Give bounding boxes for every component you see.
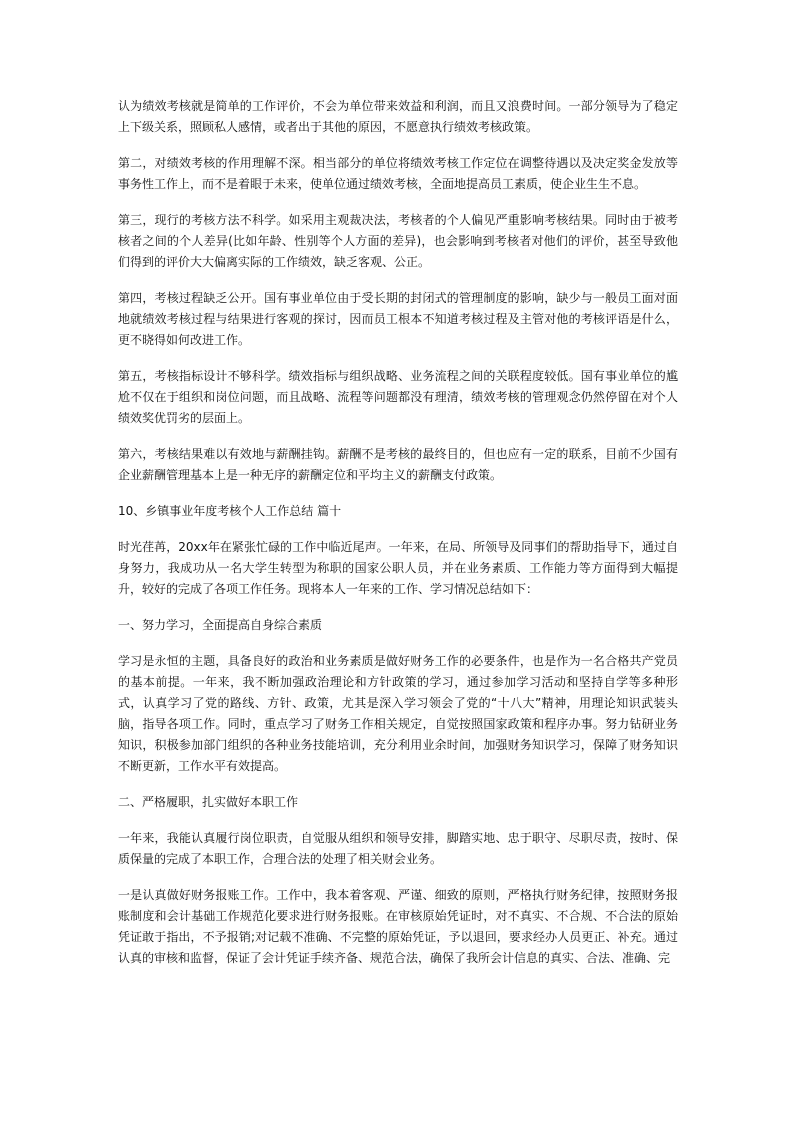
paragraph-7: 时光荏苒，20xx年在紧张忙碌的工作中临近尾声。一年来，在局、所领导及同事们的帮助指导下，通过自身努力，我成功从一名大学生转型为称职的国家公职人员，并在业务素质、工作能力等方面得到大幅提升，较好的完成了各项工作任务。现将本人一年来的工作、学习情况总结如下： [118, 540, 678, 596]
paragraph-3: 第三，现行的考核方法不科学。如采用主观裁决法，考核者的个人偏见严重影响考核结果。同时由于被考核者之间的个人差异(比如年龄、性别等个人方面的差异)，也会影响到考核者对他们的评价，甚至导致他们得到的评价大大偏离实际的工作绩效，缺乏客观、公正。 [118, 213, 678, 269]
paragraph-5: 第五，考核指标设计不够科学。绩效指标与组织战略、业务流程之间的关联程度较低。国有事业单位的尴尬不仅在于组织和岗位问题，而且战略、流程等问题都没有理清，绩效考核的管理观念仍然停留在对个人绩效奖优罚劣的层面上。 [118, 369, 678, 425]
document-body [118, 96, 678, 984]
paragraph-10: 一是认真做好财务报账工作。工作中，我本着客观、严谨、细致的原则，严格执行财务纪律，按照财务报账制度和会计基础工作规范化要求进行财务报账。在审核原始凭证时，对不真实、不合规、不合法的原始凭证敢于指出，不予报销;对记载不准确、不完整的原始凭证，予以退回，要求经办人员更正、补充。通过认真的审核和监督，保证了会计凭证手续齐备、规范合法，确保了我所会计信息的真实、合法、准确、完 [118, 888, 678, 965]
subheading-2: 二、严格履职，扎实做好本职工作 [118, 795, 299, 809]
paragraph-8: 学习是永恒的主题，具备良好的政治和业务素质是做好财务工作的必要条件，也是作为一名合格共产党员的基本前提。一年来，我不断加强政治理论和方针政策的学习，通过参加学习活动和坚持自学等多种形式，认真学习了党的路线、方针、政策，尤其是深入学习领会了党的“十八大”精神，用理论知识武装头脑，指导各项工作。同时，重点学习了财务工作相关规定，自觉按照国家政策和程序办事。努力钻研业务知识，积极参加部门组织的各种业务技能培训，充分利用业余时间，加强财务知识学习，保障了财务知识不断更新，工作水平有效提高。 [118, 654, 678, 773]
subheading-1: 一、努力学习，全面提高自身综合素质 [118, 618, 323, 632]
paragraph-9: 一年来，我能认真履行岗位职责，自觉服从组织和领导安排，脚踏实地、忠于职守、尽职尽责，按时、保质保量的完成了本职工作，合理合法的处理了相关财会业务。 [118, 831, 678, 866]
paragraph-2: 第二，对绩效考核的作用理解不深。相当部分的单位将绩效考核工作定位在调整待遇以及决定奖金发放等事务性工作上，而不是着眼于未来，使单位通过绩效考核，全面地提高员工素质，使企业生生不息。 [118, 156, 678, 191]
paragraph-6: 第六，考核结果难以有效地与薪酬挂钩。薪酬不是考核的最终目的，但也应有一定的联系，目前不少国有企业薪酬管理基本上是一种无序的薪酬定位和平均主义的薪酬支付政策。 [118, 447, 678, 482]
section-title: 10、乡镇事业年度考核个人工作总结 篇十 [118, 504, 342, 518]
paragraph-1: 认为绩效考核就是简单的工作评价，不会为单位带来效益和利润，而且又浪费时间。一部分领导为了稳定上下级关系，照顾私人感情，或者出于其他的原因，不愿意执行绩效考核政策。 [118, 99, 678, 134]
paragraph-4: 第四，考核过程缺乏公开。国有事业单位由于受长期的封闭式的管理制度的影响，缺少与一般员工面对面地就绩效考核过程与结果进行客观的探讨，因而员工根本不知道考核过程及主管对他的考核评语是什么，更不晓得如何改进工作。 [118, 291, 678, 347]
